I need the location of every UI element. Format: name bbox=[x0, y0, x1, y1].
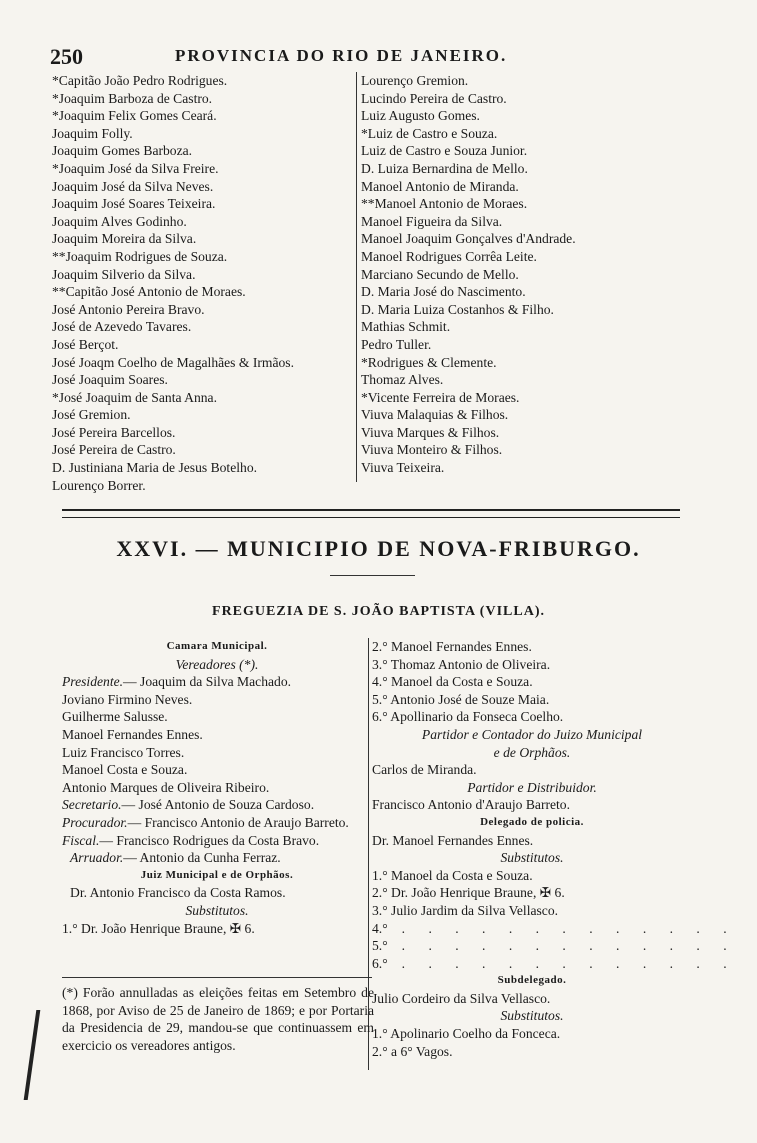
list-item: José Joaquim Soares. bbox=[52, 372, 168, 388]
list-item: Manoel Joaquim Gonçalves d'Andrade. bbox=[361, 231, 576, 247]
footnote: (*) Forão annulladas as eleições feitas em Setembro de 1868, por Aviso de 25 de Janeiro de 1869; e por Portaria da Presidencia de 29, mandou-se que continuassem em exercicio os vereadores antigos. bbox=[62, 985, 374, 1053]
substituto-item: 1.° Apolinario Coelho da Fonceca. bbox=[372, 1026, 561, 1042]
list-item: Lucindo Pereira de Castro. bbox=[361, 90, 507, 106]
vacant-substituto bbox=[372, 937, 737, 955]
substituto-item: 2.° Manoel Fernandes Ennes. bbox=[372, 639, 532, 654]
juiz-name: Dr. Antonio Francisco da Costa Ramos. bbox=[70, 885, 286, 901]
list-item: Pedro Tuller. bbox=[361, 336, 432, 352]
delegado-heading: Delegado de policia. bbox=[480, 815, 584, 828]
list-item: Thomaz Alves. bbox=[361, 372, 444, 388]
section-double-rule bbox=[62, 509, 680, 518]
vacant-dots: . . . . . . . . . . . . . bbox=[401, 938, 737, 954]
list-item: Manoel Antonio de Miranda. bbox=[361, 178, 519, 194]
partidor-distribuidor-name: Francisco Antonio d'Araujo Barreto. bbox=[372, 797, 571, 813]
list-item: *Rodrigues & Clemente. bbox=[361, 354, 497, 370]
list-item: **Capitão José Antonio de Moraes. bbox=[52, 284, 246, 300]
list-item: Joaquim Alves Godinho. bbox=[52, 213, 187, 229]
list-item: *Joaquim Barboza de Castro. bbox=[52, 90, 213, 106]
secretario-label: Secretario. bbox=[62, 797, 122, 813]
substituto-item: 2.° Dr. João Henrique Braune, ✠ 6. bbox=[372, 885, 565, 901]
camara-heading: Camara Municipal. bbox=[166, 640, 268, 652]
list-item: Joaquim Folly. bbox=[52, 125, 133, 141]
subdelegado-name: Julio Cordeiro da Silva Vellasco. bbox=[372, 990, 551, 1006]
juiz-first-substituto: 1.° Dr. João Henrique Braune, ✠ 6. bbox=[62, 920, 255, 936]
list-item: Viuva Malaquias & Filhos. bbox=[361, 407, 509, 423]
vacant-dots: . . . . . . . . . . . . . bbox=[401, 955, 737, 971]
delegado-name: Dr. Manoel Fernandes Ennes. bbox=[372, 832, 534, 848]
freguezia-heading: FREGUEZIA DE S. JOÃO BAPTISTA (VILLA). bbox=[212, 604, 545, 619]
list-item: D. Maria José do Nascimento. bbox=[361, 284, 526, 300]
substituto-item: 5.° Antonio José de Souze Maia. bbox=[372, 691, 550, 707]
margin-ink-mark bbox=[24, 1010, 41, 1100]
footnote-rule bbox=[62, 977, 372, 978]
partidor-contador-line2: e de Orphãos. bbox=[493, 744, 571, 760]
subdelegado-substitutos-label: Substitutos. bbox=[500, 1008, 564, 1024]
list-item: D. Justiniana Maria de Jesus Botelho. bbox=[52, 460, 258, 476]
partidor-contador-line1: Partidor e Contador do Juizo Municipal bbox=[421, 726, 643, 742]
juiz-substitutos-list bbox=[372, 638, 692, 726]
list-item: Joaquim Gomes Barboza. bbox=[52, 143, 193, 159]
list-item: *Capitão João Pedro Rodrigues. bbox=[52, 73, 228, 88]
heading-short-rule bbox=[330, 575, 415, 576]
subdelegado-substitutos-list bbox=[372, 1025, 692, 1060]
list-item: José Pereira Barcellos. bbox=[52, 424, 176, 440]
list-item: *Vicente Ferreira de Moraes. bbox=[361, 389, 520, 405]
list-item: Luiz de Castro e Souza Junior. bbox=[361, 143, 528, 159]
juiz-substitutos-label: Substitutos. bbox=[185, 902, 249, 918]
list-item: *José Joaquim de Santa Anna. bbox=[52, 389, 217, 405]
subdelegado-heading: Subdelegado. bbox=[497, 974, 567, 987]
procurador-label: Procurador. bbox=[62, 814, 128, 830]
top-right-name-list bbox=[361, 72, 691, 477]
vacant-dots: . . . . . . . . . . . . . bbox=[401, 920, 737, 936]
substituto-item: 4.° Manoel da Costa e Souza. bbox=[372, 674, 533, 690]
page-number: 250 bbox=[50, 44, 83, 69]
partidor-distribuidor-label: Partidor e Distribuidor. bbox=[467, 779, 597, 795]
vacant-number: 4.° bbox=[372, 920, 388, 936]
vereador-item: Luiz Francisco Torres. bbox=[62, 744, 185, 760]
list-item: Viuva Monteiro & Filhos. bbox=[361, 442, 503, 458]
list-item: Viuva Marques & Filhos. bbox=[361, 424, 500, 440]
substituto-item: 2.° a 6° Vagos. bbox=[372, 1043, 453, 1059]
column-divider-top bbox=[356, 72, 357, 482]
procurador-name: — Francisco Antonio de Araujo Barreto. bbox=[127, 814, 349, 830]
list-item: D. Luiza Bernardina de Mello. bbox=[361, 160, 528, 176]
partidor-contador-name: Carlos de Miranda. bbox=[372, 762, 477, 778]
fiscal-name: — Francisco Rodrigues da Costa Bravo. bbox=[99, 832, 320, 848]
officials-column bbox=[372, 638, 737, 1060]
list-item: José Gremion. bbox=[52, 407, 131, 423]
list-item: Luiz Augusto Gomes. bbox=[361, 108, 480, 124]
vereadores-list bbox=[62, 691, 372, 797]
list-item: Viuva Teixeira. bbox=[361, 460, 445, 476]
list-item: Mathias Schmit. bbox=[361, 319, 451, 335]
substituto-item: 3.° Thomaz Antonio de Oliveira. bbox=[372, 656, 551, 672]
presidente-label: Presidente. bbox=[62, 674, 124, 690]
list-item: Manoel Rodrigues Corrêa Leite. bbox=[361, 248, 537, 264]
secretario-name: — José Antonio de Souza Cardoso. bbox=[121, 797, 315, 813]
vacant-number: 6.° bbox=[372, 955, 388, 971]
list-item: D. Maria Luiza Costanhos & Filho. bbox=[361, 301, 554, 317]
list-item: *Joaquim Felix Gomes Ceará. bbox=[52, 108, 217, 124]
list-item: *Joaquim José da Silva Freire. bbox=[52, 160, 219, 176]
list-item: *Luiz de Castro e Souza. bbox=[361, 125, 498, 141]
substituto-item: 6.° Apollinario da Fonseca Coelho. bbox=[372, 709, 564, 725]
list-item: Manoel Figueira da Silva. bbox=[361, 213, 503, 229]
substituto-item: 1.° Manoel da Costa e Souza. bbox=[372, 867, 533, 883]
list-item: José Pereira de Castro. bbox=[52, 442, 176, 458]
list-item: Lourenço Borrer. bbox=[52, 477, 146, 493]
list-item: José Berçot. bbox=[52, 336, 119, 352]
delegado-substitutos-list bbox=[372, 867, 692, 920]
vacant-substituto bbox=[372, 920, 737, 938]
list-item: Lourenço Gremion. bbox=[361, 73, 469, 88]
list-item: Joaquim Silverio da Silva. bbox=[52, 266, 196, 282]
vacant-substitutos-list bbox=[372, 920, 737, 973]
list-item: José de Azevedo Tavares. bbox=[52, 319, 192, 335]
list-item: Joaquim José Soares Teixeira. bbox=[52, 196, 216, 212]
vereador-item: Joviano Firmino Neves. bbox=[62, 691, 193, 707]
vereador-item: Manoel Fernandes Ennes. bbox=[62, 726, 203, 742]
list-item: Joaquim Moreira da Silva. bbox=[52, 231, 197, 247]
list-item: Marciano Secundo de Mello. bbox=[361, 266, 519, 282]
vereador-item: Guilherme Salusse. bbox=[62, 709, 168, 725]
list-item: José Antonio Pereira Bravo. bbox=[52, 301, 205, 317]
vereador-item: Manoel Costa e Souza. bbox=[62, 762, 188, 778]
top-left-name-list bbox=[52, 72, 357, 494]
list-item: José Joaqm Coelho de Magalhães & Irmãos. bbox=[52, 354, 294, 370]
camara-column bbox=[62, 638, 372, 937]
list-item: **Manoel Antonio de Moraes. bbox=[361, 196, 528, 212]
list-item: **Joaquim Rodrigues de Souza. bbox=[52, 248, 228, 264]
arruador-name: — Antonio da Cunha Ferraz. bbox=[123, 850, 281, 866]
vereadores-label: Vereadores (*). bbox=[175, 656, 259, 672]
delegado-substitutos-label: Substitutos. bbox=[500, 850, 564, 866]
juiz-heading: Juiz Municipal e de Orphãos. bbox=[140, 868, 294, 881]
vacant-substituto bbox=[372, 955, 737, 973]
running-title: PROVINCIA DO RIO DE JANEIRO. bbox=[175, 46, 508, 65]
municipio-heading: XXVI. — MUNICIPIO DE NOVA-FRIBURGO. bbox=[116, 536, 641, 561]
fiscal-label: Fiscal. bbox=[62, 832, 100, 848]
presidente-name: — Joaquim da Silva Machado. bbox=[123, 674, 292, 690]
vacant-number: 5.° bbox=[372, 938, 388, 954]
substituto-item: 3.° Julio Jardim da Silva Vellasco. bbox=[372, 902, 559, 918]
vereador-item: Antonio Marques de Oliveira Ribeiro. bbox=[62, 779, 270, 795]
arruador-label: Arruador. bbox=[70, 850, 124, 866]
list-item: Joaquim José da Silva Neves. bbox=[52, 178, 214, 194]
